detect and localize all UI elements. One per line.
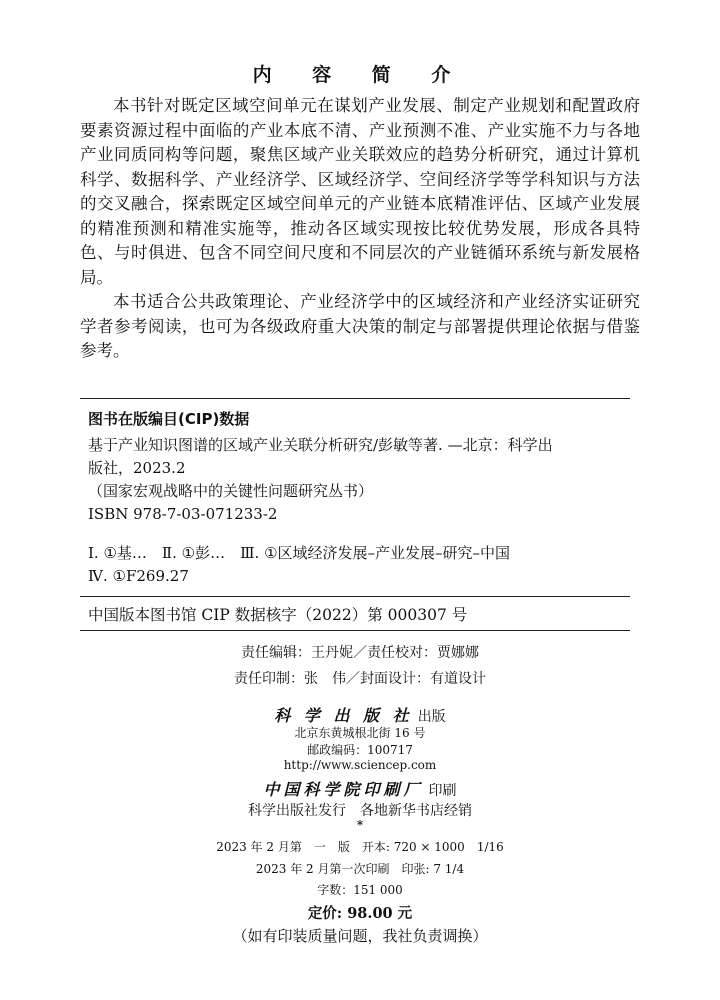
divider-bottom xyxy=(80,630,630,631)
intro-paragraph-1: 本书针对既定区域空间单元在谋划产业发展、制定产业规划和配置政府要素资源过程中面临的产业本底不清、产业预测不准、产业实施不力与各地产业同质同构等问题，聚焦区域产业关联效应的趋势分析研究，通过计算机科学、数据科学、产业经济学、区域经济学、空间经济学等学科知识与方法的交叉融合，探索既定区域空间单元的产业链本底精准评估、区域产业发展的精准预测和精准实施等，推动各区域实现按比较优势发展，形成各具特色、与时俱进、包含不同空间尺度和不同层次的产业链循环系统与新发展格局。 xyxy=(80,96,640,287)
cip-data-number: 中国版本图书馆 CIP 数据核字（2022）第 000307 号 xyxy=(88,606,468,624)
cip-classification-line-2: Ⅳ. ①F269.27 xyxy=(88,567,189,585)
distribution: 科学出版社发行 各地新华书店经销 xyxy=(248,803,472,819)
cip-heading: 图书在版编目(CIP)数据 xyxy=(88,410,250,428)
quality-notice: （如有印装质量问题，我社负责调换） xyxy=(232,927,488,945)
divider-middle xyxy=(80,596,630,597)
cip-title-line-2: 版社，2023.2 xyxy=(88,459,186,477)
printing-info: 2023 年 2 月第一次印刷 印张: 7 1/4 xyxy=(255,862,465,876)
cip-isbn: ISBN 978-7-03-071233-2 xyxy=(88,505,278,523)
printer-logo-text: 中国科学院印刷厂 xyxy=(263,780,424,799)
intro-paragraph-2: 本书适合公共政策理论、产业经济学中的区域经济和产业经济实证研究学者参考阅读，也可为各级政府重大决策的制定与部署提供理论依据与借鉴参考。 xyxy=(80,292,640,360)
intro-heading: 内 容 简 介 xyxy=(252,64,468,86)
publisher-logo-text: 科 学 出 版 社 xyxy=(274,706,413,725)
publisher-url: http://www.sciencep.com xyxy=(283,758,437,772)
cip-classification-line-1: Ⅰ. ①基… Ⅱ. ①彭… Ⅲ. ①区域经济发展–产业发展–研究–中国 xyxy=(88,544,511,562)
publisher-line xyxy=(0,703,720,726)
cip-series: （国家宏观战略中的关键性问题研究丛书） xyxy=(88,482,374,500)
printer-line xyxy=(0,777,720,800)
separator-star: * xyxy=(356,818,364,832)
cip-title-line-1: 基于产业知识图谱的区域产业关联分析研究/彭敏等著. —北京：科学出 xyxy=(88,436,553,454)
cip-classification xyxy=(88,542,628,588)
edition-info: 2023 年 2 月第 一 版 开本: 720 × 1000 1/16 xyxy=(216,840,504,854)
intro-body xyxy=(80,94,640,364)
cip-record xyxy=(88,434,628,526)
divider-top xyxy=(80,398,630,399)
staff-printing-design: 责任印制：张 伟／封面设计：有道设计 xyxy=(234,671,486,687)
price: 定价: 98.00 元 xyxy=(307,905,413,922)
publisher-postcode: 邮政编码：100717 xyxy=(307,743,413,757)
publisher-suffix: 出版 xyxy=(417,709,446,725)
word-count: 字数：151 000 xyxy=(317,883,403,897)
publisher-address: 北京东黄城根北街 16 号 xyxy=(294,726,426,740)
staff-editors: 责任编辑：王丹妮／责任校对：贾娜娜 xyxy=(241,645,479,661)
printer-suffix: 印刷 xyxy=(428,783,457,799)
